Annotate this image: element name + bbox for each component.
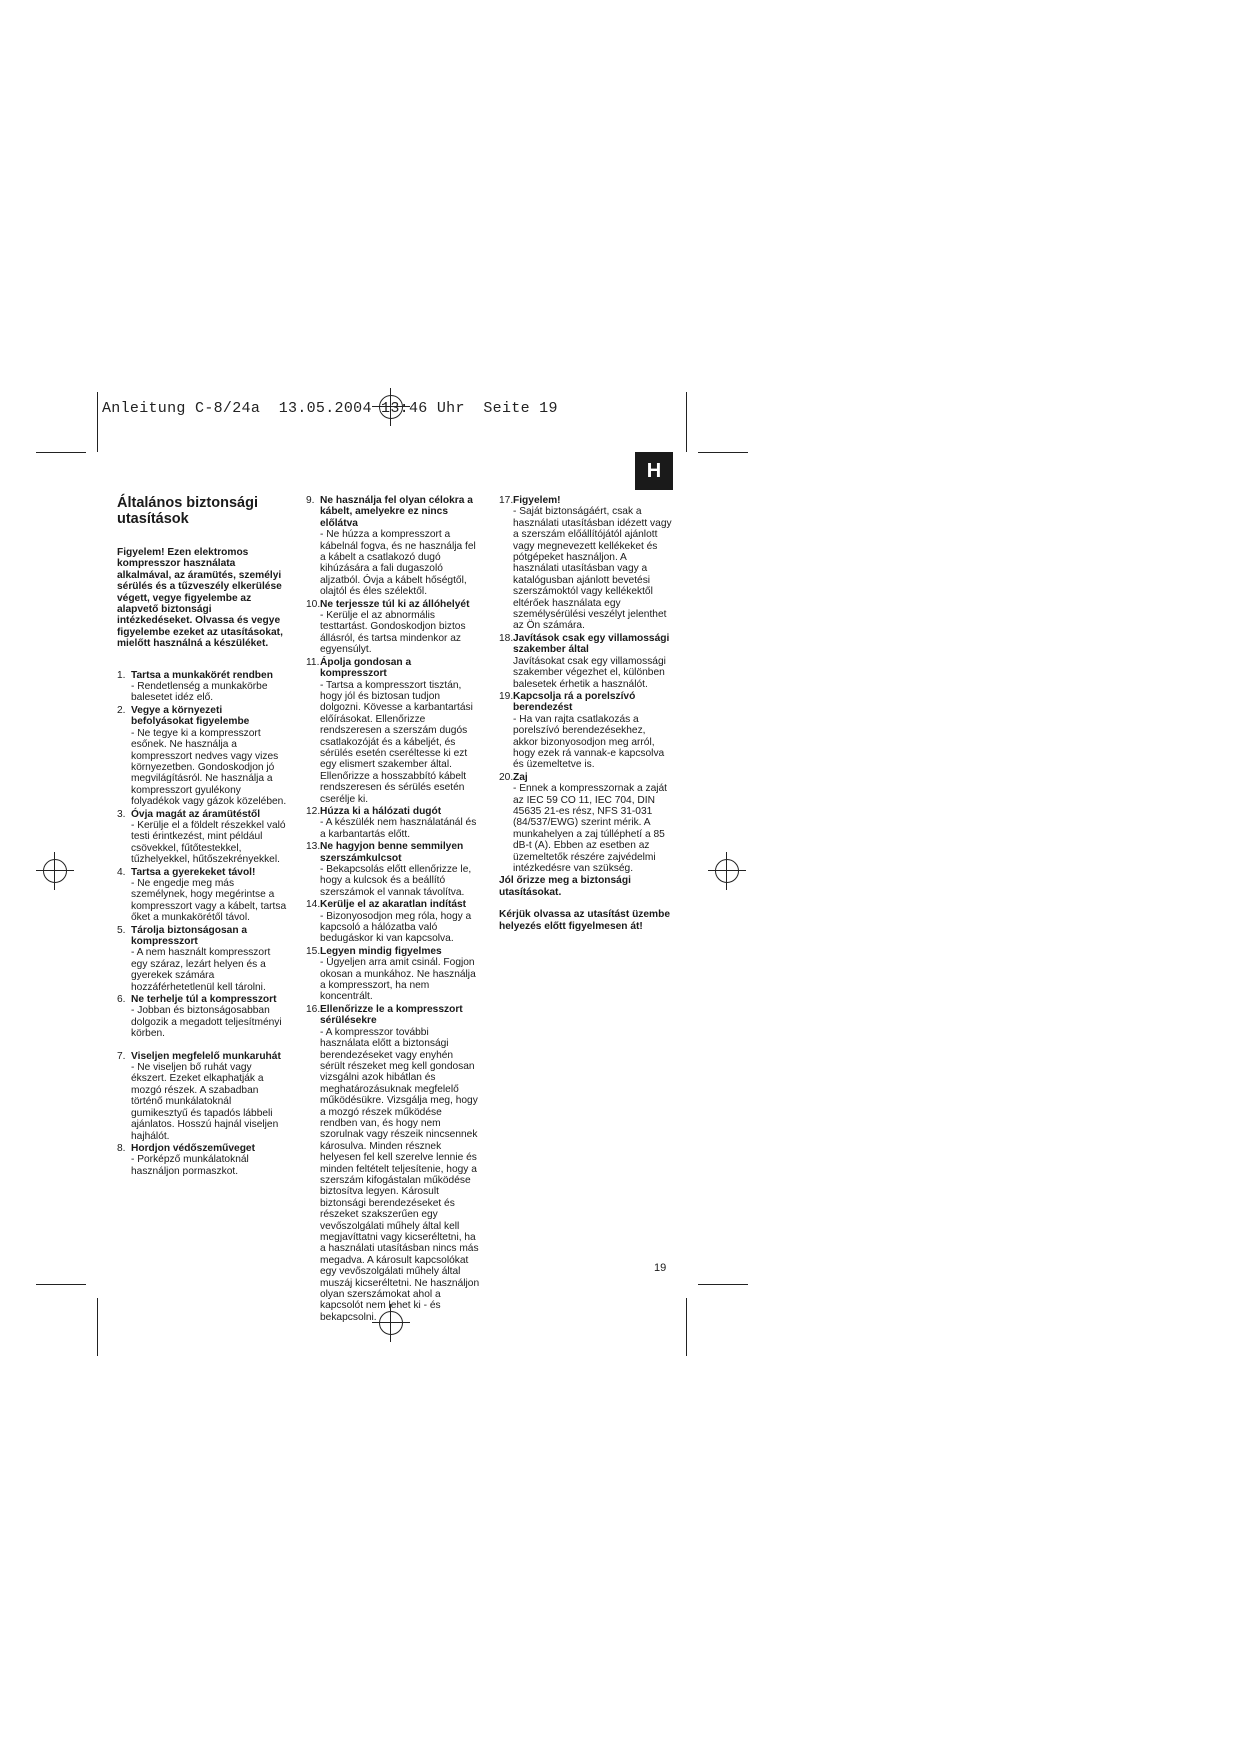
crop-mark <box>36 452 86 453</box>
list-item <box>499 772 673 875</box>
item-heading: Vegye a környezeti befolyásokat figyelembe <box>131 704 250 728</box>
closing-note: Jól őrizze meg a biztonsági utasításokat. <box>499 875 631 898</box>
item-heading: Ne terhelje túl a kompresszort <box>131 994 277 1006</box>
item-heading: Kapcsolja rá a porelszívó berendezést <box>513 690 636 714</box>
registration-mark-right <box>708 852 746 890</box>
item-body: - Ügyeljen arra amit csinál. Fogjon okosan a munkához. Ne használja a kompresszort, ha nem koncentrált. <box>320 957 476 1003</box>
list-item <box>117 1051 287 1142</box>
item-body: - Bekapcsolás előtt ellenőrizze le, hogy a kulcsok és a beállító szerszámok el vannak távolítva. <box>320 864 472 898</box>
item-heading: Ne hagyjon benne semmilyen szerszámkulcsot <box>320 841 464 864</box>
item-heading: Tartsa a munkakörét rendben <box>131 669 273 681</box>
list-item <box>306 1004 480 1323</box>
item-body: - Bizonyosodjon meg róla, hogy a kapcsoló a hálózatba való bedugáskor ki van kapcsolva. <box>320 910 472 945</box>
list-item <box>117 1143 287 1177</box>
item-number: 16. <box>306 1003 321 1015</box>
item-body: - A készülék nem használatánál és a karbantartás előtt. <box>320 817 477 840</box>
column-3 <box>499 495 673 932</box>
item-heading: Legyen mindig figyelmes <box>320 945 442 957</box>
item-heading: Figyelem! <box>513 495 561 506</box>
item-number: 10. <box>306 598 321 610</box>
list-item <box>117 925 287 993</box>
item-body: - A nem használt kompresszort egy száraz, lezárt helyen és a gyerekek számára hozzáférhetetlenül kell tárolni. <box>131 947 271 993</box>
item-number: 13. <box>306 841 321 853</box>
crop-mark <box>686 392 687 452</box>
list-item <box>306 899 480 945</box>
crop-mark <box>36 1284 86 1285</box>
crop-mark <box>97 1298 98 1356</box>
item-number: 11. <box>306 656 320 668</box>
crop-mark <box>698 1284 748 1285</box>
item-body: - Ne engedje meg más személynek, hogy megérintse a kompresszort vagy a kábelt, tartsa őket a munkakörétől távol. <box>131 877 287 924</box>
item-number: 19. <box>499 690 514 702</box>
item-heading: Hordjon védőszeműveget <box>131 1142 255 1154</box>
item-body: - Ne tegye ki a kompresszort esőnek. Ne használja a kompresszort nedves vagy vizes környezetben. Gondoskodjon jó megvilágításról. Ne használja a kompresszort gyulékony folyadékok vagy gázok közelében. <box>131 727 287 808</box>
item-heading: Óvja magát az áramütéstől <box>131 808 261 820</box>
item-body: - Kerülje el az abnormális testtartást. Gondoskodjon biztos állásról, és tartsa mindenkor az egyensúlyt. <box>320 610 466 656</box>
crop-mark <box>698 452 748 453</box>
crop-mark <box>686 1298 687 1356</box>
item-heading: Tárolja biztonságosan a kompresszort <box>131 924 248 947</box>
item-heading: Tartsa a gyerekeket távol! <box>131 866 256 878</box>
language-badge: H <box>635 452 673 490</box>
item-number: 14. <box>306 899 321 911</box>
item-number: 1. <box>117 669 126 681</box>
list-item <box>306 946 480 1003</box>
item-body: - Saját biztonságáért, csak a használati utasításban idézett vagy a szerszám előállítójától ajánlott vagy megnevezett kellékeket és pótgépeket használjon. A használati utasításban vagy a katalógusban ajánlott bevetési szerszámoktól vagy kellékektől eltérőek használata egy személysérülési veszélyt jelenthet az Ön számára. <box>513 506 672 632</box>
item-number: 18. <box>499 632 514 644</box>
item-number: 2. <box>117 704 126 716</box>
item-heading: Javítások csak egy villamossági szakember által <box>513 632 670 656</box>
warning-paragraph: Figyelem! Ezen elektromos kompresszor használata alkalmával, az áramütés, személyi sérülés és a tűzveszély elkerülése végett, vegye figyelembe az alapvető biztonsági intézkedéseket. Olvassa és vegye figyelembe ezeket az utasításokat, mielőtt használná a készüléket. <box>117 547 283 650</box>
item-number: 20. <box>499 771 514 783</box>
column-1 <box>117 495 287 1178</box>
crop-mark <box>97 392 98 452</box>
list-item <box>306 841 480 898</box>
item-heading: Ne használja fel olyan célokra a kábelt, amelyekre ez nincs előlátva <box>320 495 473 529</box>
page-title: Általános biztonsági utasítások <box>117 495 258 527</box>
list-item <box>306 806 480 840</box>
list-item <box>117 705 287 808</box>
item-number: 4. <box>117 866 126 878</box>
list-item <box>306 599 480 656</box>
item-body: Javításokat csak egy villamossági szakember végezhet el, különben balesetek érhetik a használót. <box>513 655 666 690</box>
item-number: 3. <box>117 808 126 820</box>
list-item <box>499 691 673 771</box>
list-item <box>117 994 287 1040</box>
list-item <box>117 670 287 704</box>
item-heading: Ápolja gondosan a kompresszort <box>320 656 412 680</box>
list-item <box>117 867 287 924</box>
item-number: 9. <box>306 495 315 506</box>
item-heading: Húzza ki a hálózati dugót <box>320 805 442 817</box>
item-body: - Rendetlenség a munkakörbe balesetet idéz elő. <box>131 681 268 704</box>
item-number: 6. <box>117 994 126 1006</box>
item-number: 15. <box>306 945 321 957</box>
registration-mark-left <box>36 852 74 890</box>
item-body: - Ha van rajta csatlakozás a porelszívó berendezésekhez, akkor bizonyosodjon meg arról, hogy ezek rá vannak-e kapcsolva és üzemeltetve is. <box>513 713 665 771</box>
item-heading: Ne terjessze túl ki az állóhelyét <box>320 598 470 610</box>
item-number: 5. <box>117 924 126 936</box>
item-body: - Ne viseljen bő ruhát vagy ékszert. Ezeket elkaphatják a mozgó részek. A szabadban történő munkálatoknál gumikesztyű és tapadós lábbeli ajánlatos. Hosszú hajnál viseljen hajhálót. <box>131 1062 279 1142</box>
slug-header: Anleitung C-8/24a 13.05.2004 13:46 Uhr Seite 19 <box>102 400 558 417</box>
item-body: - Ne húzza a kompresszort a kábelnál fogva, és ne használja fel a kábelt a csatlakozó dugó kihúzására a fali dugaszoló aljzatból. Óvja a kábelt hőségtől, olajtól és éles szélektől. <box>320 529 476 598</box>
item-heading: Ellenőrizze le a kompresszort sérülésekre <box>320 1003 463 1027</box>
list-item <box>306 657 480 805</box>
item-body: - Porképző munkálatoknál használjon pormaszkot. <box>131 1154 249 1177</box>
item-number: 12. <box>306 805 321 817</box>
item-heading: Viseljen megfelelő munkaruhát <box>131 1050 281 1062</box>
item-number: 17. <box>499 495 514 506</box>
closing-instruction: Kérjük olvassa az utasítást üzembe helyezés előtt figyelmesen át! <box>499 909 670 932</box>
item-body: - Kerülje el a földelt részekkel való testi érintkezést, mint például csövekkel, fűtőtestekkel, tűzhelyekkel, hűtőszekrényekkel. <box>131 819 286 866</box>
list-item <box>117 809 287 866</box>
list-item <box>306 495 480 598</box>
item-body: - A kompresszor további használata előtt a biztonsági berendezéseket vagy enyhén sérült részeket meg kell gondosan vizsgálni azok hibátlan és meghatározásuknak megfelelő működésükre. Vizsgálja meg, hogy a mozgó részek működése rendben van, és hogy nem szorulnak vagy részeik nincsennek károsulva. Minden résznek helyesen fel kell szerelve lennie és minden feltételt teljesítenie, hogy a szerszám kifogástalan működése biztosítva legyen. Károsult biztonsági berendezéseket és részeket szakszerűen egy vevőszolgálati műhely által kell megjavíttatni vagy kicseréltetni, ha a használati utasításban nincs más megadva. A károsult kapcsolókat egy vevőszolgálati műhely által muszáj kicseréltetni. Ne használjon olyan szerszámokat ahol a kapcsolót nem lehet ki - és bekapcsolni. <box>320 1026 480 1323</box>
item-number: 7. <box>117 1050 126 1062</box>
page-number: 19 <box>654 1262 667 1274</box>
item-heading: Kerülje el az akaratlan indítást <box>320 899 467 911</box>
item-body: - Jobban és biztonságosabban dolgozik a megadott teljesítményi körben. <box>131 1005 282 1040</box>
list-item <box>499 495 673 632</box>
item-number: 8. <box>117 1142 126 1154</box>
column-2 <box>306 495 480 1324</box>
item-heading: Zaj <box>513 771 528 783</box>
list-item <box>499 633 673 690</box>
item-body: - Tartsa a kompresszort tisztán, hogy jól és biztosan tudjon dolgozni. Kövesse a karbantartási előírásokat. Ellenőrizze rendszeresen a szerszám dugós csatlakozóját és a kábeljét, és sérülés esetén cseréltesse ki ezt egy elismert szakember által. Ellenőrizze a hosszabbító kábelt rendszeresen és sérülés esetén cserélje ki. <box>320 679 473 805</box>
item-body: - Ennek a kompresszornak a zaját az IEC 59 CO 11, IEC 704, DIN 45635 21-es rész, NFS 31-031 (84/537/EWG) szerint mérik. A munkahelyen a zaj túlléphetí a 85 dB-t (A). Ebben az esetben az üzemeltetők részére zajvédelmi intézkedésre van szükség. <box>513 783 668 874</box>
